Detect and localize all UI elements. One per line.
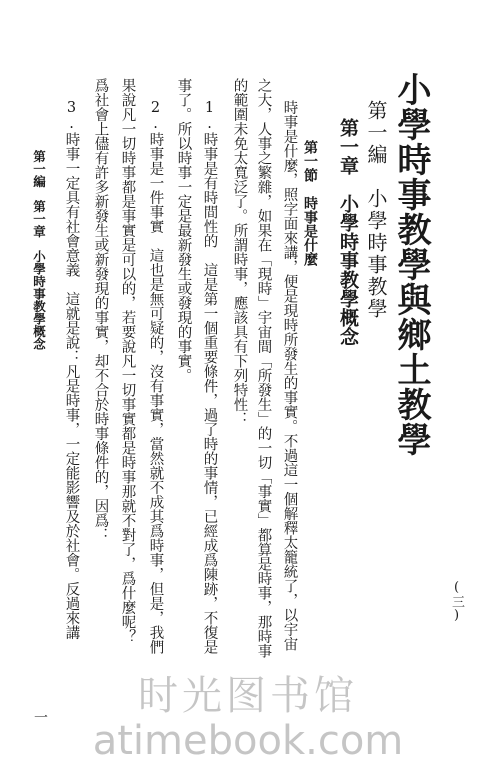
body-column-3: 的範圍未免太寬泛了。所謂時事，應該具有下列特性： [231,78,248,426]
page-number: 一 [32,710,48,724]
body-column-8: 爲社會上儘有許多新發生或新發現的事實，却不合於時事條件的，因爲： [92,78,109,542]
running-footer: 第一編 第一章 小學時事教學概念 [31,150,47,350]
body-column-1: 時事是什麼，照字面來講，便是現時所發生的事實。不過這一個解釋太籠統了，以宇宙 [281,100,298,651]
body-column-4: 1.時事是有時間性的 這是第一個重要條件，過了時的事情，已經成爲陳跡，不復是 [201,100,218,654]
body-column-7: 果說凡一切時事都是事實是可以的，若要說凡一切事實都是時事那就不對了，爲什麼呢？ [119,78,136,644]
body-column-5: 事了。所以時事一定是最新發生或發現的事實。 [175,78,192,383]
section-heading: 第一節 時事是什麼 [302,140,318,266]
chapter-heading: 第一章 小學時事教學概念 [337,118,359,346]
page-marker: (三) [449,580,464,623]
book-title: 小學時事教學與鄉土教學 [391,72,431,457]
watermark-url: atimebook.com [92,718,404,764]
body-column-9: 3.時事一定具有社會意義 這就是說：凡是時事，一定能影響及於社會。反過來講 [63,100,80,640]
part-heading: 第一編 小學時事教學 [364,100,388,320]
body-column-6: 2.時事是一件事實 這也是無可疑的，沒有事實，當然就不成其爲時事，但是，我們 [147,100,164,654]
watermark-chinese: 时光图书馆 [138,673,358,719]
body-column-2: 之大，人事之繁雜，如果在「現時」宇宙間「所發生」的一切「事實」都算是時事，那時事 [255,78,272,658]
